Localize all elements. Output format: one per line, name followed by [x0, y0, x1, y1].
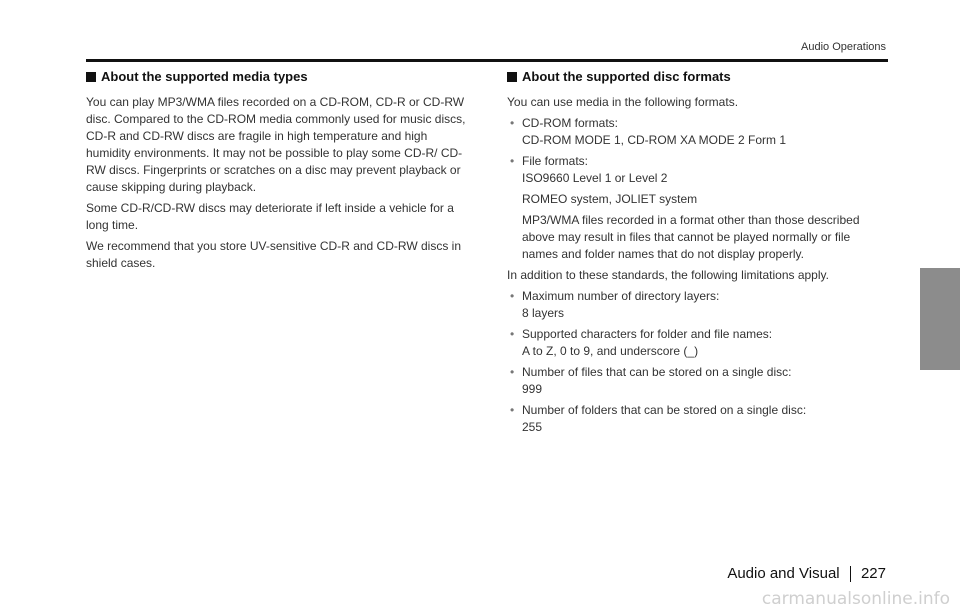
chapter-tab	[920, 268, 960, 370]
page-number: 227	[860, 565, 886, 582]
media-paragraph: We recommend that you store UV-sensitive CD-R and CD-RW discs in shield cases.	[86, 239, 462, 270]
disc-formats-heading-text: About the supported disc formats	[522, 69, 731, 84]
heading-square-icon	[507, 72, 517, 82]
limitation-item	[507, 326, 887, 360]
watermark: carmanualsonline.info	[761, 589, 950, 609]
bullet-icon: •	[510, 403, 515, 417]
bullet-icon: •	[510, 289, 515, 303]
media-paragraph: You can play MP3/WMA files recorded on a CD-ROM, CD-R or CD-RW disc. Compared to the CD-ROM media commonly used for music discs, CD-R and CD-RW discs are fragile in high temperature and high humidity environments. It may not be possible to play some CD-R/ CD-RW discs. Fingerprints or scratches on a disc may prevent playback or cause skipping during playback.	[86, 95, 466, 194]
limitation-label: Number of files that can be stored on a single disc:	[522, 365, 792, 379]
footer-chapter: Audio and Visual	[727, 565, 840, 582]
format-extra-line: MP3/WMA files recorded in a format other than those described above may result in files that cannot be played normally or file names and folder names that do not display properly.	[522, 213, 860, 261]
section-title: Audio Operations	[801, 41, 886, 53]
limitation-label: Maximum number of directory layers:	[522, 289, 720, 303]
header-rule	[86, 59, 888, 62]
limitation-item	[507, 402, 887, 436]
format-item	[507, 153, 887, 187]
media-paragraph: Some CD-R/CD-RW discs may deteriorate if left inside a vehicle for a long time.	[86, 201, 454, 232]
format-line: ISO9660 Level 1 or Level 2	[522, 171, 668, 185]
media-types-heading-text: About the supported media types	[101, 69, 308, 84]
heading-square-icon	[86, 72, 96, 82]
bullet-icon: •	[510, 327, 515, 341]
bullet-icon: •	[510, 365, 515, 379]
left-column	[86, 68, 471, 276]
page-footer	[727, 565, 886, 582]
media-types-heading	[86, 68, 471, 85]
limitation-label: Number of folders that can be stored on a single disc:	[522, 403, 807, 417]
limitation-value: 999	[522, 382, 543, 396]
disc-formats-heading	[507, 68, 887, 85]
limitations-intro: In addition to these standards, the following limitations apply.	[507, 268, 829, 282]
limitation-value: 8 layers	[522, 306, 565, 320]
right-column	[507, 68, 887, 440]
limitation-item	[507, 364, 887, 398]
limitation-label: Supported characters for folder and file names:	[522, 327, 773, 341]
limitation-item	[507, 288, 887, 322]
bullet-icon: •	[510, 116, 515, 130]
format-label: CD-ROM formats:	[522, 116, 618, 130]
format-line: CD-ROM MODE 1, CD-ROM XA MODE 2 Form 1	[522, 133, 787, 147]
limitation-value: A to Z, 0 to 9, and underscore (_)	[522, 344, 699, 358]
bullet-icon: •	[510, 154, 515, 168]
format-extra-line: ROMEO system, JOLIET system	[522, 192, 698, 206]
footer-separator	[850, 566, 851, 582]
format-label: File formats:	[522, 154, 589, 168]
format-item	[507, 115, 887, 149]
formats-intro: You can use media in the following formats.	[507, 95, 739, 109]
limitation-value: 255	[522, 420, 543, 434]
